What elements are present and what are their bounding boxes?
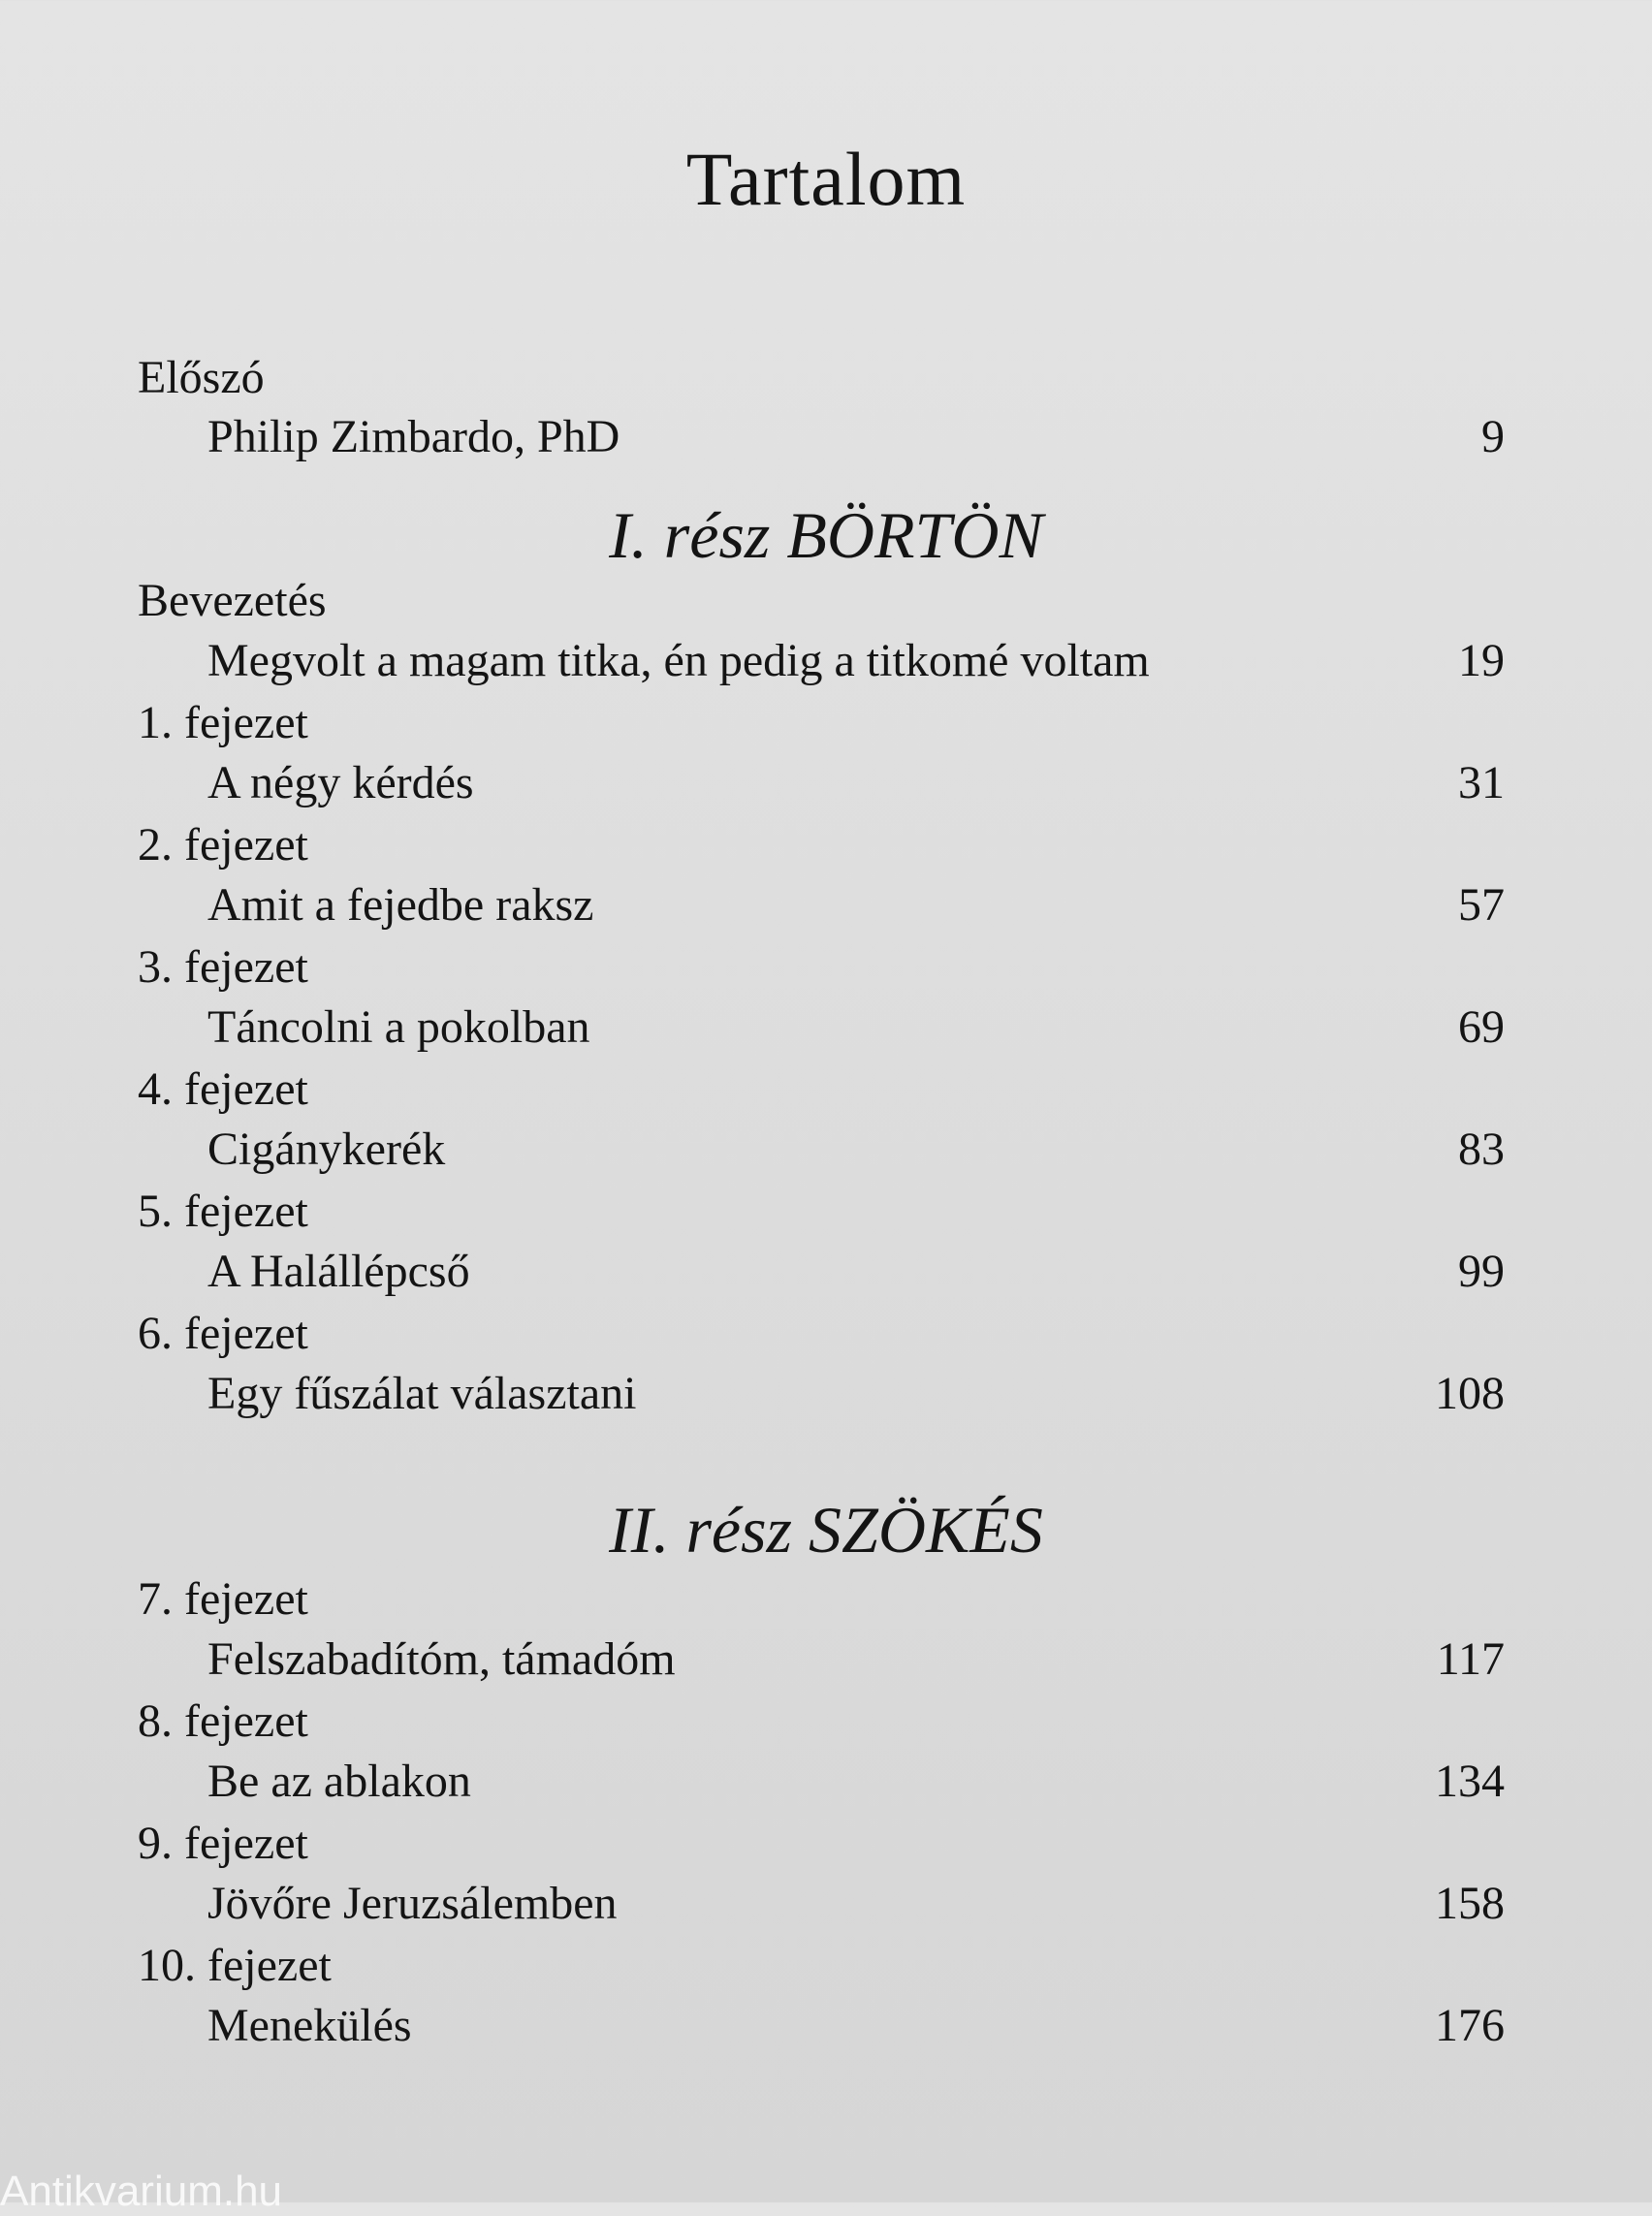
chapter-label: 8. fejezet <box>138 1695 308 1747</box>
chapter-page: 158 <box>1435 1878 1505 1929</box>
chapter-title: Be az ablakon <box>207 1756 471 1807</box>
chapter-page: 99 <box>1458 1246 1505 1297</box>
chapter-title: Felszabadítóm, támadóm <box>207 1633 676 1685</box>
chapter-label: 7. fejezet <box>138 1573 308 1625</box>
chapter-label: 6. fejezet <box>138 1308 308 1359</box>
foreword-page: 9 <box>1481 411 1505 462</box>
chapter-title: Cigánykerék <box>207 1124 446 1175</box>
intro-label: Bevezetés <box>138 575 327 626</box>
chapter-page: 134 <box>1435 1756 1505 1807</box>
intro-entry: Megvolt a magam titka, én pedig a titkomé voltam <box>207 635 1150 686</box>
foreword-label: Előszó <box>138 352 265 403</box>
chapter-title: Egy fűszálat választani <box>207 1368 637 1419</box>
chapter-label: 10. fejezet <box>138 1940 332 1991</box>
foreword-entry: Philip Zimbardo, PhD <box>207 411 620 462</box>
chapter-label: 4. fejezet <box>138 1063 308 1115</box>
chapter-page: 57 <box>1458 879 1505 931</box>
chapter-label: 5. fejezet <box>138 1186 308 1237</box>
chapter-title: Táncolni a pokolban <box>207 1001 590 1053</box>
chapter-label: 2. fejezet <box>138 819 308 871</box>
part2-heading: II. rész SZÖKÉS <box>609 1493 1043 1567</box>
chapter-page: 31 <box>1458 757 1505 808</box>
chapter-label: 3. fejezet <box>138 941 308 993</box>
chapter-label: 9. fejezet <box>138 1818 308 1869</box>
chapter-title: Menekülés <box>207 2000 412 2051</box>
chapter-page: 176 <box>1435 2000 1505 2051</box>
chapter-page: 108 <box>1435 1368 1505 1419</box>
chapter-page: 117 <box>1436 1633 1505 1685</box>
watermark: Antikvarium.hu <box>0 2168 283 2215</box>
chapter-title: Jövőre Jeruzsálemben <box>207 1878 618 1929</box>
chapter-title: A Halállépcső <box>207 1246 470 1297</box>
page-title: Tartalom <box>685 137 967 221</box>
chapter-title: Amit a fejedbe raksz <box>207 879 594 931</box>
intro-page: 19 <box>1458 635 1505 686</box>
chapter-page: 83 <box>1458 1124 1505 1175</box>
part1-heading: I. rész BÖRTÖN <box>609 498 1043 572</box>
chapter-title: A négy kérdés <box>207 757 474 808</box>
chapter-page: 69 <box>1458 1001 1505 1053</box>
chapter-label: 1. fejezet <box>138 697 308 748</box>
